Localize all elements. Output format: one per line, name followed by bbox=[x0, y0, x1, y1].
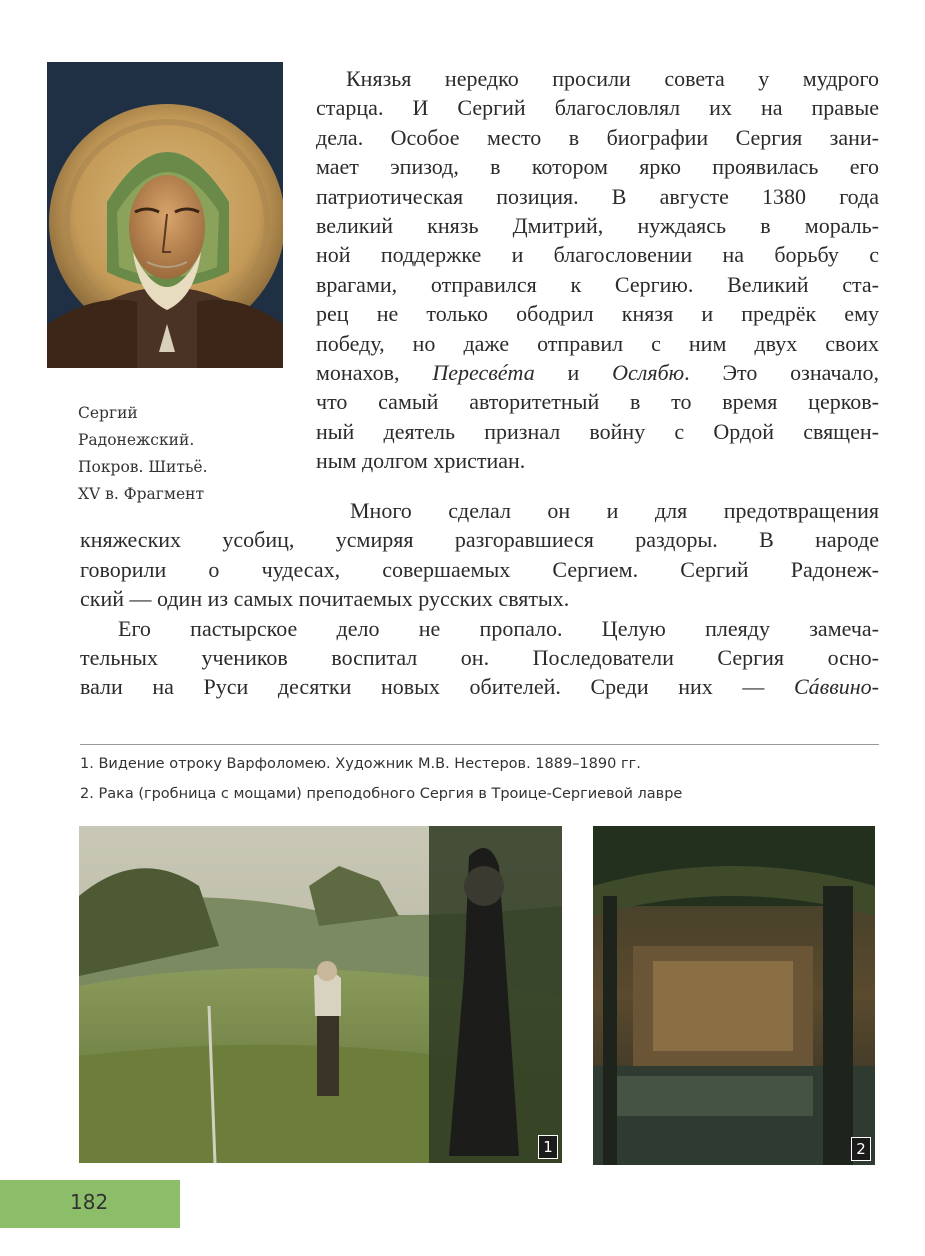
footnotes bbox=[80, 749, 900, 809]
photo-number-badge: 2 bbox=[851, 1137, 871, 1161]
text-line: ным долгом христиан. bbox=[316, 448, 526, 474]
text-line: княжеских усобиц, усмиряя разгоравшиеся раздоры. В народе bbox=[80, 527, 879, 553]
caption-line: Радонежский. bbox=[78, 431, 195, 449]
sergius-icon-image bbox=[47, 62, 283, 368]
footnote-2: 2. Рака (гробница с мощами) преподобного Сергия в Троице-Сергиевой лавре bbox=[80, 786, 683, 802]
text-line: патриотическая позиция. В августе 1380 года bbox=[316, 183, 879, 209]
text-line: рец не только ободрил князя и предрёк ему bbox=[316, 301, 879, 327]
text-line bbox=[316, 358, 879, 387]
text-line: ский — один из самых почитаемых русских святых. bbox=[80, 586, 570, 612]
text-line: ной поддержке и благословении на борьбу с bbox=[316, 242, 879, 268]
text-line: Его пастырское дело не пропало. Целую плеяду замеча- bbox=[118, 615, 879, 641]
text-line: тельных учеников воспитал он. Последователи Сергия осно- bbox=[80, 644, 879, 670]
caption-line: XV в. Фрагмент bbox=[78, 485, 205, 503]
photo-number-badge: 1 bbox=[538, 1135, 558, 1159]
text-fragment: и bbox=[534, 359, 613, 385]
text-line: Много сделал он и для предотвращения bbox=[350, 498, 879, 523]
text-line: мает эпизод, в котором ярко проявилась его bbox=[316, 154, 879, 180]
text-line: что самый авторитетный в то время церков- bbox=[316, 389, 879, 415]
text-fragment: . Это означало, bbox=[684, 359, 879, 385]
page-number: 182 bbox=[70, 1190, 109, 1214]
shrine-image bbox=[593, 826, 875, 1165]
text-line: говорили о чудесах, совершаемых Сергием. Сергий Радонеж- bbox=[80, 556, 879, 582]
caption-line: Покров. Шитьё. bbox=[78, 458, 208, 476]
text-fragment: вали на Руси десятки новых обителей. Среди них — bbox=[80, 674, 794, 700]
italic-name: Сáввино- bbox=[793, 674, 879, 700]
text-line bbox=[80, 672, 879, 701]
text-line: победу, но даже отправил с ним двух своих bbox=[316, 330, 879, 356]
column-paragraph bbox=[316, 64, 879, 475]
icon-caption bbox=[78, 400, 268, 508]
italic-name: Пересвéта bbox=[432, 359, 535, 385]
caption-line: Сергий bbox=[78, 404, 138, 422]
painting-vision-image bbox=[79, 826, 562, 1163]
footnote-1: 1. Видение отроку Варфоломею. Художник М.В. Нестеров. 1889–1890 гг. bbox=[80, 756, 641, 772]
full-width-paragraph bbox=[80, 496, 879, 702]
text-line: старца. И Сергий благословлял их на правые bbox=[316, 95, 879, 121]
text-fragment: монахов, bbox=[316, 359, 433, 385]
text-line: врагами, отправился к Сергию. Великий ста- bbox=[316, 271, 879, 297]
text-line: великий князь Дмитрий, нуждаясь в мораль- bbox=[316, 212, 879, 238]
text-line: дела. Особое место в биографии Сергия зани- bbox=[316, 124, 879, 150]
italic-name: Ослябю bbox=[612, 359, 685, 385]
text-line: ный деятель признал войну с Ордой священ- bbox=[316, 418, 879, 444]
footnote-divider bbox=[80, 744, 879, 745]
text-line: Князья нередко просили совета у мудрого bbox=[346, 66, 879, 91]
